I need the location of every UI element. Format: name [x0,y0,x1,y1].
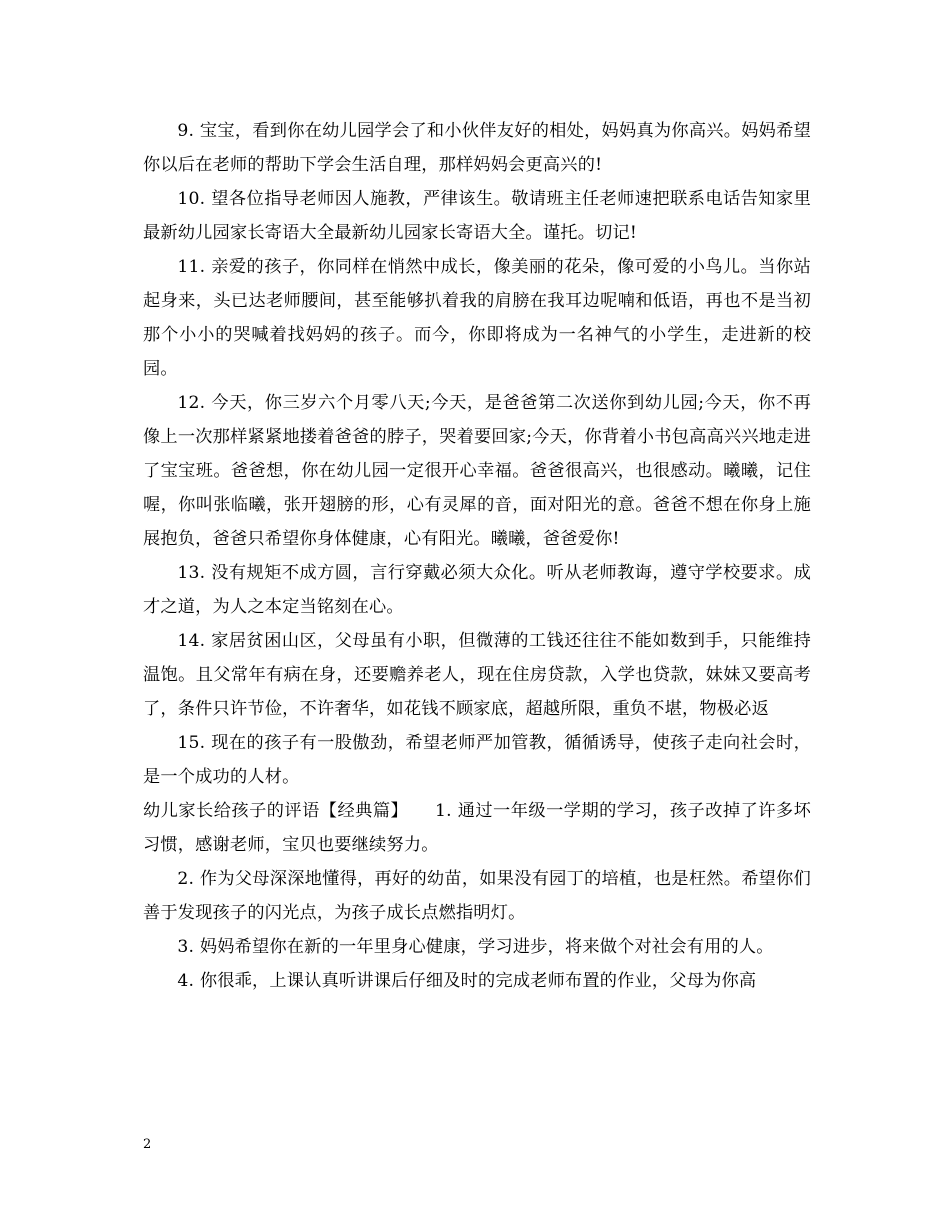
paragraph-item-2: 2. 作为父母深深地懂得，再好的幼苗，如果没有园丁的培植，也是枉然。希望你们善于发现孩子的闪光点，为孩子成长点燃指明灯。 [143,869,811,923]
section-heading-paragraph: 幼儿家长给孩子的评语【经典篇】 1. 通过一年级一学期的学习，孩子改掉了许多坏习惯，感谢老师，宝贝也要继续努力。 [143,801,811,855]
paragraph-item-12: 12. 今天，你三岁六个月零八天;今天，是爸爸第二次送你到幼儿园;今天，你不再像上一次那样紧紧地搂着爸爸的脖子，哭着要回家;今天，你背着小书包高高兴兴地走进了宝宝班。爸爸想，你在幼儿园一定很开心幸福。爸爸很高兴，也很感动。曦曦，记住喔，你叫张临曦，张开翅膀的形，心有灵犀的音，面对阳光的意。爸爸不想在你身上施展抱负，爸爸只希望你身体健康，心有阳光。曦曦，爸爸爱你! [143,393,811,549]
paragraph-item-15: 15. 现在的孩子有一股傲劲，希望老师严加管教，循循诱导，使孩子走向社会时，是一个成功的人材。 [143,733,811,787]
paragraph-item-9: 9. 宝宝，看到你在幼儿园学会了和小伙伴友好的相处，妈妈真为你高兴。妈妈希望你以后在老师的帮助下学会生活自理，那样妈妈会更高兴的! [143,121,811,175]
paragraph-item-13: 13. 没有规矩不成方圆，言行穿戴必须大众化。听从老师教诲，遵守学校要求。成才之道，为人之本定当铭刻在心。 [143,563,811,617]
document-body [143,114,811,998]
paragraph-item-10: 10. 望各位指导老师因人施教，严律该生。敬请班主任老师速把联系电话告知家里最新幼儿园家长寄语大全最新幼儿园家长寄语大全。谨托。切记! [143,189,811,243]
paragraph-item-14: 14. 家居贫困山区，父母虽有小职，但微薄的工钱还往往不能如数到手，只能维持温饱。且父常年有病在身，还要赡养老人，现在住房贷款，入学也贷款，妹妹又要高考了，条件只许节俭，不许奢华，如花钱不顾家底，超越所限，重负不堪，物极必返 [143,631,811,719]
paragraph-item-4: 4. 你很乖，上课认真听讲课后仔细及时的完成老师布置的作业，父母为你高 [177,971,757,991]
page-number: 2 [143,1137,152,1152]
paragraph-item-11: 11. 亲爱的孩子，你同样在悄然中成长，像美丽的花朵，像可爱的小鸟儿。当你站起身来，头已达老师腰间，甚至能够扒着我的肩膀在我耳边呢喃和低语，再也不是当初那个小小的哭喊着找妈妈的孩子。而今，你即将成为一名神气的小学生，走进新的校园。 [143,257,811,379]
paragraph-item-3: 3. 妈妈希望你在新的一年里身心健康，学习进步，将来做个对社会有用的人。 [177,937,774,957]
